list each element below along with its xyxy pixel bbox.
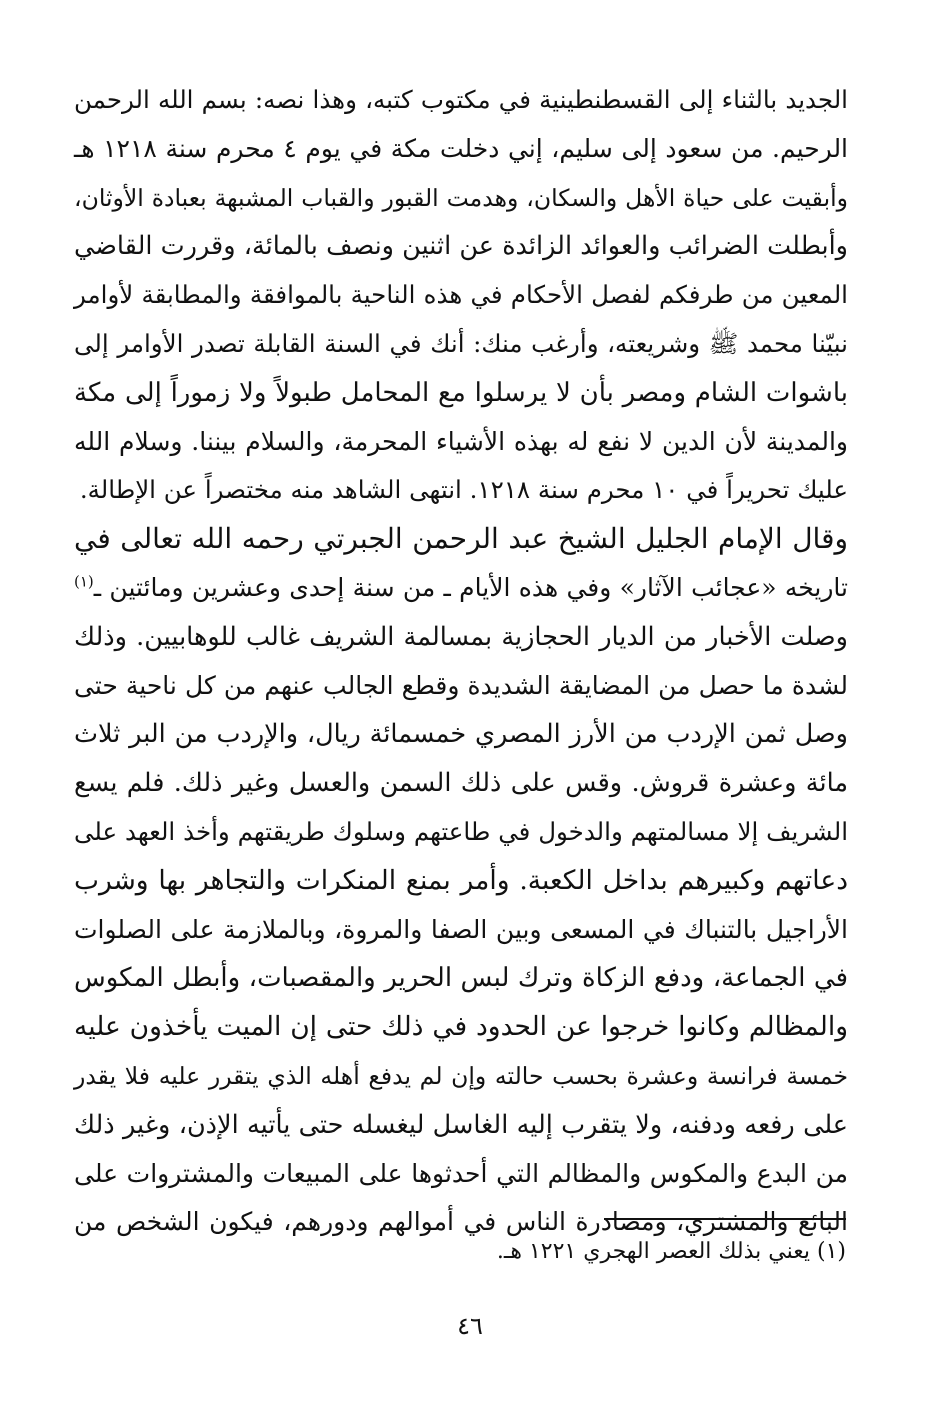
text-line: وأبقيت على حياة الأهل والسكان، وهدمت القبور والقباب المشبهة بعبادة الأوثان، xyxy=(74,183,848,212)
text-line-with-footnote-ref xyxy=(74,564,848,613)
text-line: وقال الإمام الجليل الشيخ عبد الرحمن الجبرتي رحمه الله تعالى في xyxy=(74,522,848,556)
page-body-text xyxy=(74,76,848,1247)
text-line: مائة وعشرة قروش. وقس على ذلك السمن والعسل وغير ذلك. فلم يسع xyxy=(74,768,848,799)
text-line: على رفعه ودفنه، ولا يتقرب إليه الغاسل ليغسله حتى يأتيه الإذن، وغير ذلك xyxy=(74,1109,848,1140)
text-line-content: تاريخه «عجائب الآثار» وفي هذه الأيام ـ من سنة إحدى وعشرين ومائتين ـ xyxy=(93,572,848,602)
text-line: وأبطلت الضرائب والعوائد الزائدة عن اثنين ونصف بالمائة، وقررت القاضي xyxy=(74,231,848,262)
text-line: عليك تحريراً في ١٠ محرم سنة ١٢١٨. انتهى الشاهد منه مختصراً عن الإطالة. xyxy=(79,475,848,505)
text-line: الجديد بالثناء إلى القسطنطينية في مكتوب كتبه، وهذا نصه: بسم الله الرحمن xyxy=(74,85,848,114)
footnote-separator xyxy=(604,1218,846,1220)
text-line: البائع والمشتري، ومصادرة الناس في أموالهم ودورهم، فيكون الشخص من xyxy=(74,1207,848,1237)
text-line: خمسة فرانسة وعشرة بحسب حالته وإن لم يدفع أهله الذي يتقرر عليه فلا يقدر xyxy=(74,1061,848,1090)
text-line: لشدة ما حصل من المضايقة الشديدة وقطع الجالب عنهم من كل ناحية حتى xyxy=(74,670,848,700)
footnote-reference: (١) xyxy=(74,572,94,591)
text-line: الأراجيل بالتنباك في المسعى وبين الصفا والمروة، وبالملازمة على الصلوات xyxy=(74,914,848,944)
text-line: من البدع والمكوس والمظالم التي أحدثوها على المبيعات والمشتروات على xyxy=(74,1158,848,1188)
text-line: الرحيم. من سعود إلى سليم، إني دخلت مكة في يوم ٤ محرم سنة ١٢١٨ هـ xyxy=(74,133,849,163)
text-line: نبيّنا محمد ﷺ وشريعته، وأرغب منك: أنك في السنة القابلة تصدر الأوامر إلى xyxy=(74,328,848,358)
text-line: المعين من طرفكم لفصل الأحكام في هذه الناحية بالموافقة والمطابقة لأوامر xyxy=(74,280,848,310)
text-line: الشريف إلا مسالمتهم والدخول في طاعتهم وسلوك طريقتهم وأخذ العهد على xyxy=(74,816,848,846)
text-line: والمدينة لأن الدين لا نفع له بهذه الأشياء المحرمة، والسلام بيننا. وسلام الله xyxy=(74,426,848,456)
text-line: وصل ثمن الإردب من الأرز المصري خمسمائة ريال، والإردب من البر ثلاث xyxy=(74,719,848,750)
page-number: ٤٦ xyxy=(457,1312,483,1340)
text-line: دعاتهم وكبيرهم بداخل الكعبة. وأمر بمنع المنكرات والتجاهر بها وشرب xyxy=(74,864,848,896)
text-line: وصلت الأخبار من الديار الحجازية بمسالمة الشريف غالب للوهابيين. وذلك xyxy=(74,621,848,652)
text-line: باشوات الشام ومصر بأن لا يرسلوا مع المحامل طبولاً ولا زموراً إلى مكة xyxy=(74,377,848,408)
text-line: والمظالم وكانوا خرجوا عن الحدود في ذلك حتى إن الميت يأخذون عليه xyxy=(74,1011,848,1043)
text-line: في الجماعة، ودفع الزكاة وترك لبس الحرير والمقصبات، وأبطل المكوس xyxy=(74,963,848,994)
footnote: (١) يعني بذلك العصر الهجري ١٢٢١ هـ. xyxy=(496,1239,846,1264)
